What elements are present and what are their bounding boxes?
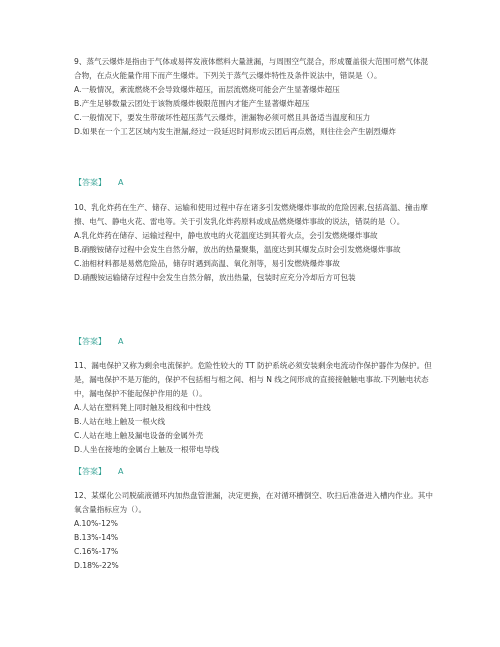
option-a: A.一般情况，紊流燃烧不会导致爆炸超压，而层流燃烧可能会产生显著爆炸超压 <box>74 85 340 94</box>
question-11 <box>74 359 434 457</box>
question-10 <box>74 201 434 285</box>
option-b: B.产生足够数量云团处于该物质爆炸极限范围内才能产生显著爆炸超压 <box>74 99 310 108</box>
answer-11 <box>74 466 123 477</box>
question-12 <box>74 489 434 573</box>
answer-label: 【答案】 <box>74 178 106 187</box>
question-stem: 11、漏电保护又称为剩余电流保护。危险性较大的 TT 防护系统必须安装剩余电流动作保护器作为保护。但是，漏电保护不是万能的，保护不包括相与相之间、相与 N 线之间形成的直接接触触电事故.下列触电状态中，漏电保护不能起保护作用的是（）。 <box>74 361 432 398</box>
option-a: A.10%-12% <box>74 519 118 528</box>
option-c: C.16%-17% <box>74 547 119 556</box>
option-c: C.一般情况下，要发生带破坏性超压蒸气云爆炸，泄漏物必须可燃且具备适当温度和压力 <box>74 113 371 122</box>
option-d: D.人坐在接地的金属台上触及一根带电导线 <box>74 445 219 454</box>
question-stem: 10、乳化炸药在生产、储存、运输和使用过程中存在诸多引发燃烧爆炸事故的危险因素,包括高温、撞击摩擦、电气、静电火花、雷电等。关于引发乳化炸药原料或成品燃烧爆炸事故的说法，错误的是（）。 <box>74 203 428 226</box>
answer-9 <box>74 177 123 188</box>
option-b: B.人站在地上触及一根火线 <box>74 417 166 426</box>
option-b: B.硝酸铵储存过程中会发生自然分解，放出的热量聚集，温度达到其爆发点时会引发燃烧爆炸事故 <box>74 245 401 254</box>
option-c: C.人站在地上触及漏电设备的金属外壳 <box>74 431 204 440</box>
option-d: D.硝酸铵运输储存过程中会发生自然分解，放出热量，包装时应充分冷却后方可包装 <box>74 273 356 282</box>
question-stem: 9、蒸气云爆炸是指由于气体或易挥发液体燃料大量泄漏，与周围空气混合，形成覆盖很大范围可燃气体混合物，在点火能量作用下而产生爆炸。下列关于蒸气云爆炸特性及条件说法中，错误是（）。 <box>74 57 429 80</box>
option-a: A.人站在塑料凳上同时触及相线和中性线 <box>74 403 211 412</box>
answer-value: A <box>118 467 124 476</box>
answer-label: 【答案】 <box>74 337 106 346</box>
question-stem: 12、某煤化公司脱硫液循环内加热盘管泄漏，决定更换，在对循环槽倒空、吹扫后准备进入槽内作业。其中氧含量指标应为（）。 <box>74 491 433 514</box>
answer-10 <box>74 336 123 347</box>
option-c: C.油相材料都是易燃危险品，储存时遇到高温、氧化剂等，易引发燃烧爆炸事故 <box>74 259 340 268</box>
answer-label: 【答案】 <box>74 467 106 476</box>
option-d: D.18%-22% <box>74 561 119 570</box>
option-a: A.乳化炸药在储存、运输过程中，静电放电的火花温度达到其着火点，会引发燃烧爆炸事故 <box>74 231 378 240</box>
answer-value: A <box>118 337 124 346</box>
question-9 <box>74 55 434 139</box>
option-b: B.13%-14% <box>74 533 119 542</box>
answer-value: A <box>118 178 124 187</box>
option-d: D.如果在一个工艺区域内发生泄漏,经过一段延迟时间形成云团后再点燃，则往往会产生剧烈爆炸 <box>74 127 397 136</box>
